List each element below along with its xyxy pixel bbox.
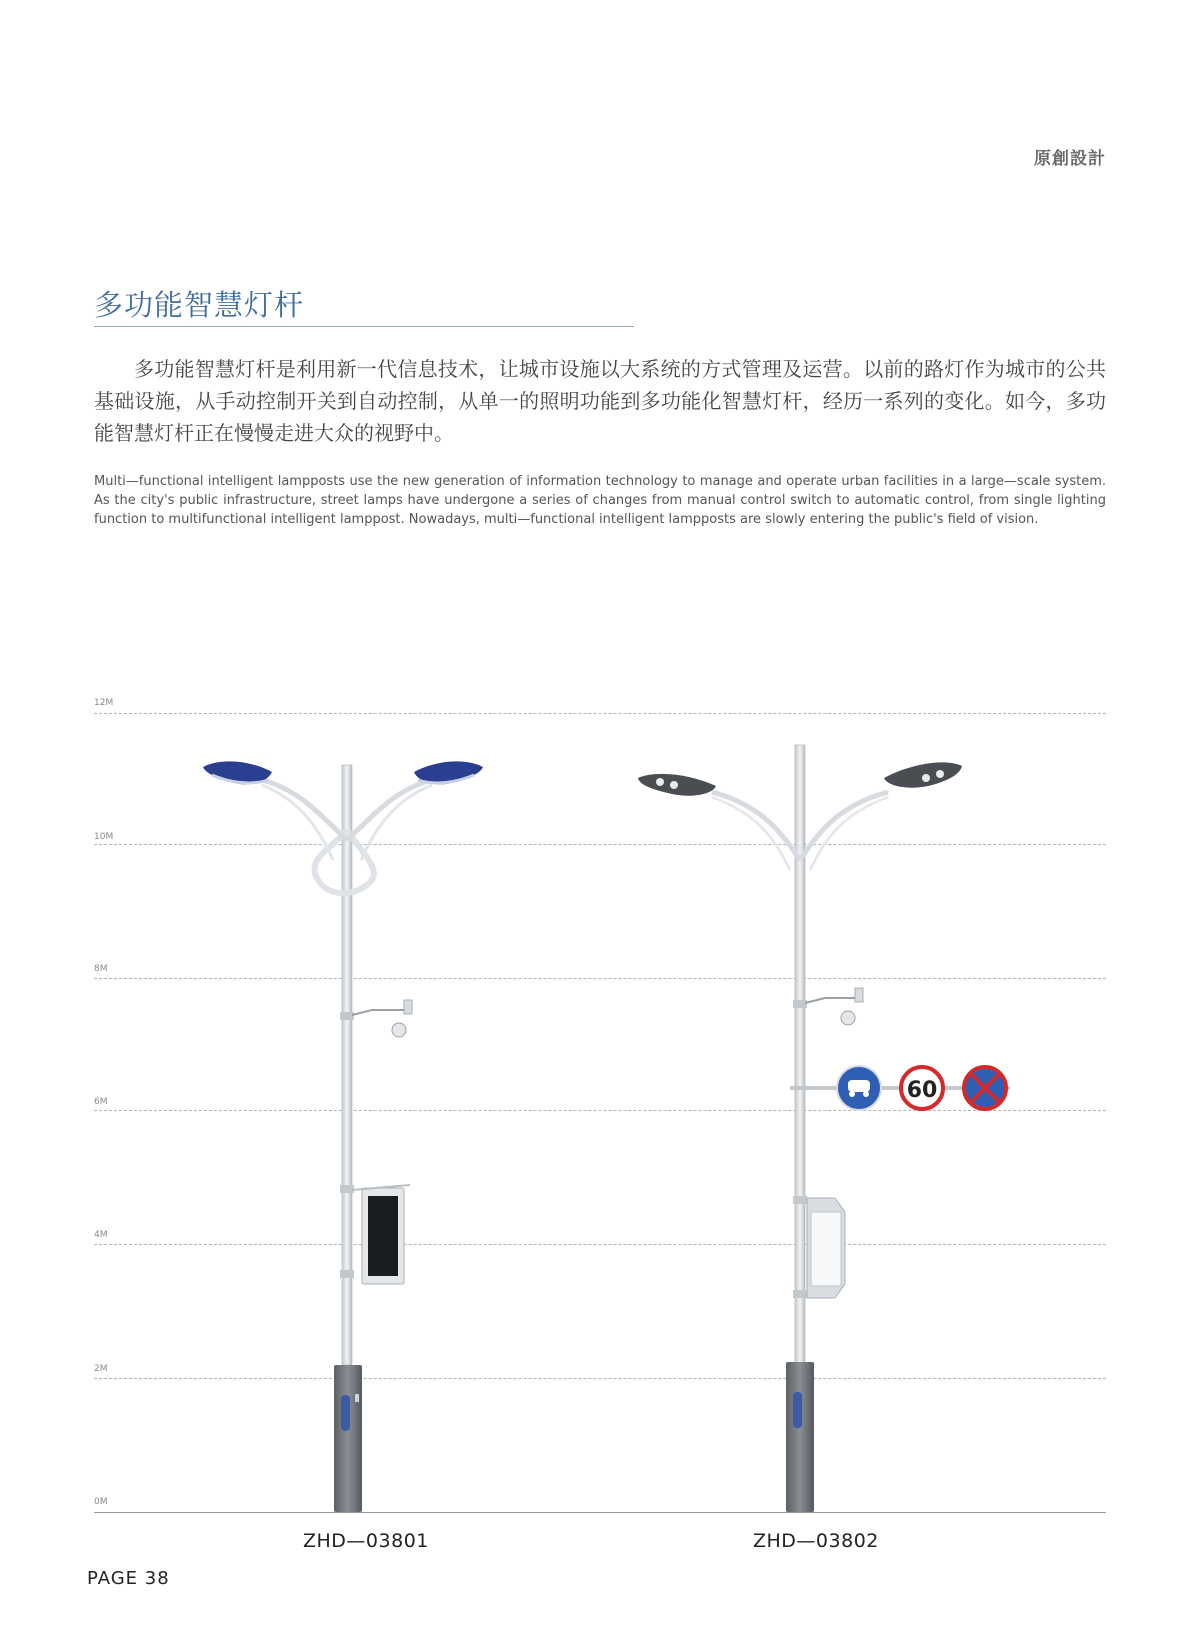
pole-shaft xyxy=(795,745,805,1365)
scale-label-2m: 2M xyxy=(94,1364,108,1374)
intro-paragraph-en: Multi—functional intelligent lampposts use the new generation of information technology to manage and operate urban facilities in a large—scale system. As the city's public infrastructure, street lamps have undergone a series of changes from manual control switch to automatic control, from single lighting function to multifunctional intelligent lamppost. Nowadays, multi—functional intelligent lampposts are slowly entering the public's field of vision. xyxy=(94,474,1106,527)
lamp-arm-left xyxy=(262,780,347,840)
model-label-2: ZHD—03802 xyxy=(753,1530,879,1552)
led-screen xyxy=(368,1196,398,1276)
scale-label-4m: 4M xyxy=(94,1230,108,1240)
page-number: PAGE 38 xyxy=(87,1568,170,1589)
speed-limit-value: 60 xyxy=(906,1078,938,1103)
camera-icon xyxy=(841,1011,855,1025)
lamp-head-right xyxy=(884,762,962,787)
led-screen xyxy=(811,1212,841,1286)
brand-mark: 原創設計 xyxy=(1034,149,1106,169)
charging-port-icon xyxy=(341,1395,350,1431)
scale-label-10m: 10M xyxy=(94,832,114,842)
base-cabinet xyxy=(786,1362,814,1512)
scale-label-0m: 0M xyxy=(94,1497,108,1507)
clamp xyxy=(340,1012,354,1020)
section-title: 多功能智慧灯杆 xyxy=(94,288,305,322)
sensor-icon xyxy=(855,988,863,1002)
camera-arm xyxy=(352,1010,405,1015)
scale-label-12m: 12M xyxy=(94,698,114,708)
lamp-arm-right xyxy=(347,780,432,840)
lamppost-zhd-03802 xyxy=(638,745,1010,1512)
base-cabinet xyxy=(334,1365,362,1512)
scale-label-6m: 6M xyxy=(94,1097,108,1107)
scale-label-8m: 8M xyxy=(94,964,108,974)
lamppost-zhd-03801 xyxy=(203,761,483,1512)
charging-port-icon xyxy=(793,1392,802,1428)
camera-icon xyxy=(392,1023,406,1037)
camera-arm xyxy=(805,998,855,1003)
intro-paragraph-zh: 多功能智慧灯杆是利用新一代信息技术，让城市设施以大系统的方式管理及运营。以前的路灯作为城市的公共基础设施，从手动控制开关到自动控制，从单一的照明功能到多功能化智慧灯杆，经历一系列的变化。如今，多功能智慧灯杆正在慢慢走进大众的视野中。 xyxy=(94,357,1106,445)
sensor-icon xyxy=(404,1000,412,1014)
model-label-1: ZHD—03801 xyxy=(303,1530,429,1552)
